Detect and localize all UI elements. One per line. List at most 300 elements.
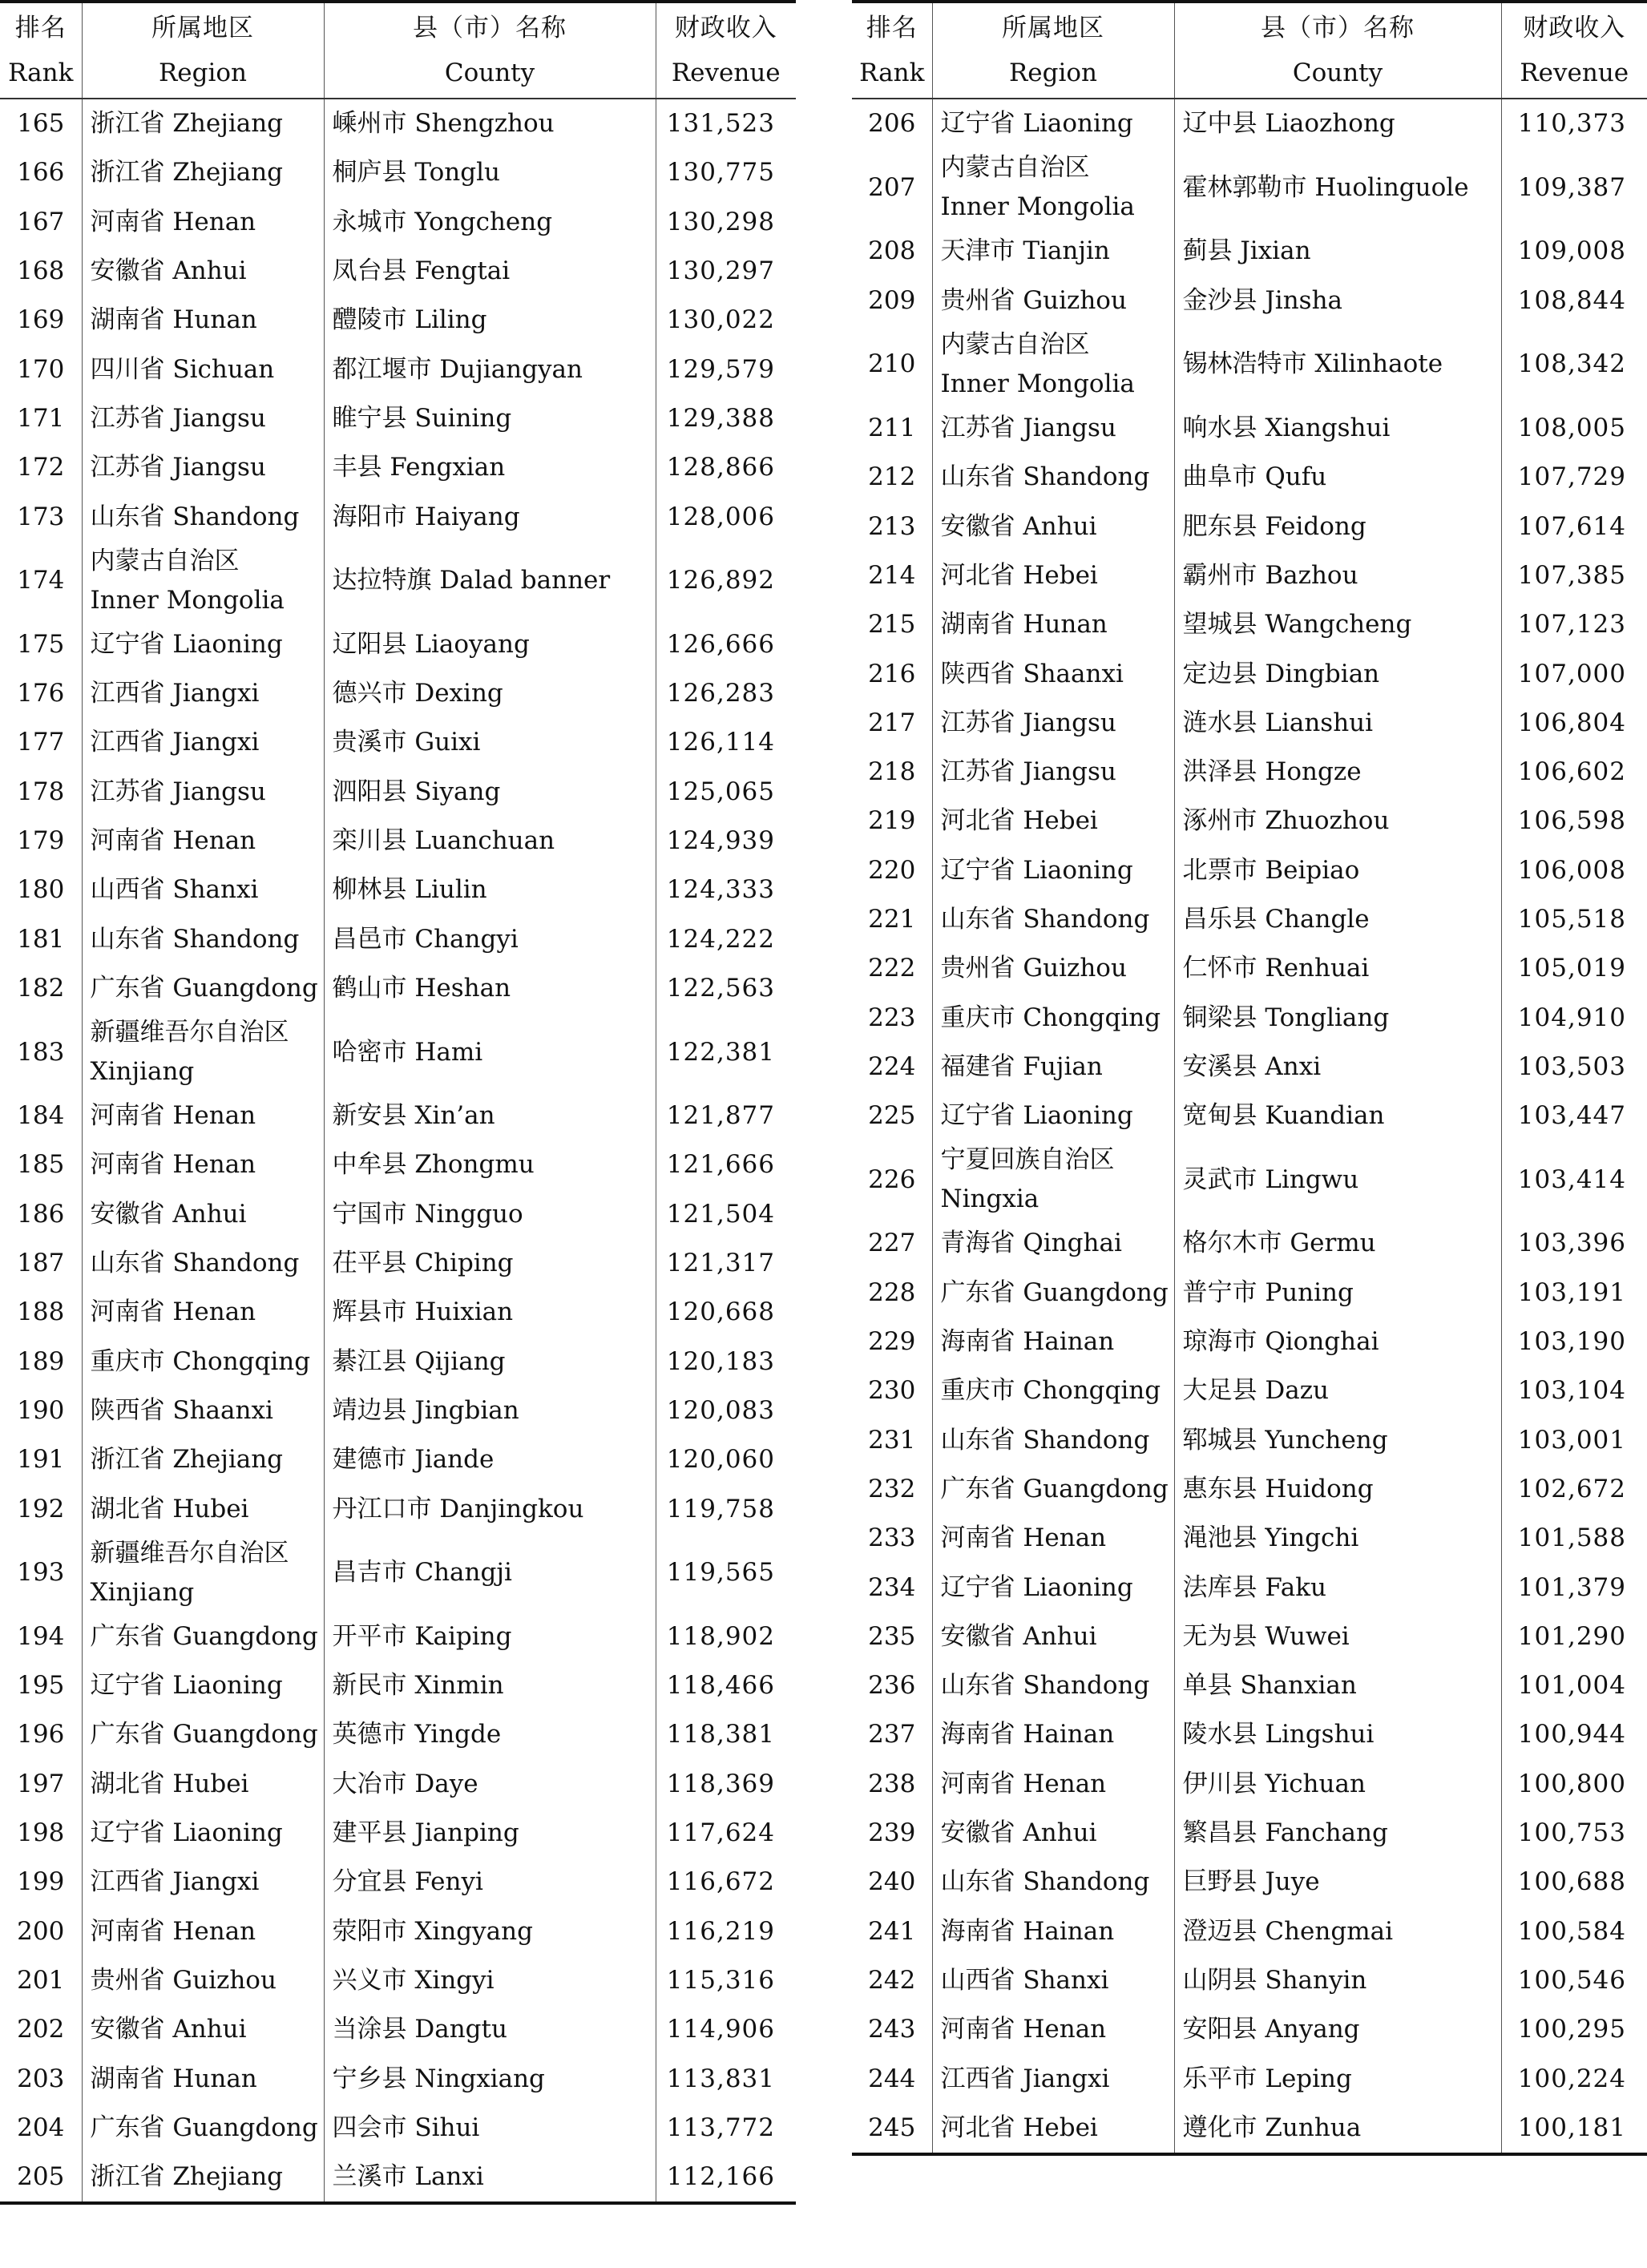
region-cell: 安徽省 Anhui — [82, 247, 324, 296]
table-row — [0, 817, 796, 866]
rank-cell: 170 — [0, 345, 82, 393]
county-cell: 洪泽县 Hongze — [1174, 748, 1501, 797]
rank-cell: 197 — [0, 1760, 82, 1809]
rank-cell: 223 — [852, 993, 932, 1042]
rank-cell: 208 — [852, 227, 932, 276]
rank-cell: 225 — [852, 1092, 932, 1140]
table-row — [852, 1858, 1647, 1907]
region-cell: 广东省 Guangdong — [932, 1465, 1174, 1514]
table-row — [0, 914, 796, 963]
county-cell: 遵化市 Zunhua — [1174, 2104, 1501, 2154]
region-cell: 河南省 Henan — [82, 817, 324, 866]
county-cell: 英德市 Yingde — [324, 1710, 656, 1759]
rank-cell: 211 — [852, 404, 932, 453]
revenue-cell: 119,758 — [666, 1494, 775, 1523]
rank-cell: 183 — [0, 1013, 82, 1092]
revenue-cell: 118,902 — [666, 1621, 775, 1651]
region-name-en: Ningxia — [940, 1184, 1039, 1214]
rank-cell: 221 — [852, 895, 932, 944]
region-name-en: Inner Mongolia — [940, 369, 1135, 398]
revenue-cell: 103,104 — [1517, 1376, 1626, 1406]
table-row — [0, 1484, 796, 1533]
county-cell: 中牟县 Zhongmu — [324, 1140, 656, 1189]
revenue-cell: 121,504 — [666, 1199, 775, 1229]
region-name-zh: 宁夏回族自治区 — [940, 1145, 1115, 1175]
table-row — [0, 1710, 796, 1759]
rank-cell: 171 — [0, 394, 82, 443]
revenue-cell: 103,191 — [1517, 1277, 1626, 1307]
rank-cell: 187 — [0, 1239, 82, 1288]
table-body-left — [0, 99, 796, 2203]
rank-cell: 174 — [0, 542, 82, 620]
rank-cell: 233 — [852, 1514, 932, 1563]
region-cell: 青海省 Qinghai — [932, 1219, 1174, 1268]
region-cell: 山东省 Shandong — [932, 895, 1174, 944]
region-cell: 安徽省 Anhui — [82, 1190, 324, 1239]
county-cell: 建德市 Jiande — [324, 1435, 656, 1484]
region-cell: 江西省 Jiangxi — [82, 1858, 324, 1907]
region-cell: 江苏省 Jiangsu — [82, 443, 324, 492]
rank-cell: 216 — [852, 649, 932, 698]
revenue-cell: 100,224 — [1517, 2064, 1626, 2093]
region-cell: 贵州省 Guizhou — [82, 1956, 324, 2005]
rank-cell: 220 — [852, 846, 932, 895]
revenue-cell: 114,906 — [666, 2015, 775, 2044]
table-row — [0, 1288, 796, 1337]
revenue-cell: 128,866 — [666, 453, 775, 482]
table-row — [852, 99, 1647, 148]
table-row — [852, 1140, 1647, 1219]
region-cell: 江苏省 Jiangsu — [82, 768, 324, 817]
region-name-en: Inner Mongolia — [940, 192, 1135, 222]
region-cell: 江西省 Jiangxi — [82, 669, 324, 718]
region-cell: 江苏省 Jiangsu — [932, 404, 1174, 453]
revenue-cell: 125,065 — [666, 777, 775, 806]
county-cell: 无为县 Wuwei — [1174, 1612, 1501, 1661]
region-cell: 广东省 Guangdong — [82, 1710, 324, 1759]
region-cell: 山东省 Shandong — [932, 1416, 1174, 1465]
region-cell: 湖南省 Hunan — [82, 296, 324, 345]
region-cell: 贵州省 Guizhou — [932, 944, 1174, 993]
region-cell: 海南省 Hainan — [932, 1318, 1174, 1366]
revenue-cell: 100,546 — [1517, 1965, 1626, 1995]
county-cell: 宽甸县 Kuandian — [1174, 1092, 1501, 1140]
region-name-zh: 内蒙古自治区 — [90, 546, 240, 575]
rank-cell: 180 — [0, 866, 82, 914]
table-row — [852, 1514, 1647, 1563]
county-cell: 柳林县 Liulin — [324, 866, 656, 914]
table-row — [0, 1140, 796, 1189]
region-name-zh: 内蒙古自治区 — [940, 153, 1090, 183]
region-cell: 重庆市 Chongqing — [932, 1366, 1174, 1415]
region-cell: 天津市 Tianjin — [932, 227, 1174, 276]
region-cell: 山东省 Shandong — [932, 1661, 1174, 1710]
rank-cell: 178 — [0, 768, 82, 817]
table-row — [852, 325, 1647, 404]
table-row — [852, 1710, 1647, 1759]
county-cell: 靖边县 Jingbian — [324, 1386, 656, 1435]
rank-cell: 238 — [852, 1760, 932, 1809]
table-row — [0, 1956, 796, 2005]
table-row — [852, 846, 1647, 895]
region-cell: 重庆市 Chongqing — [82, 1338, 324, 1386]
table-row — [0, 1612, 796, 1661]
region-cell: 湖北省 Hubei — [82, 1484, 324, 1533]
county-cell: 铜梁县 Tongliang — [1174, 993, 1501, 1042]
table-row — [0, 964, 796, 1013]
revenue-cell: 129,388 — [666, 403, 775, 433]
rank-cell: 185 — [0, 1140, 82, 1189]
revenue-cell: 101,588 — [1517, 1523, 1626, 1553]
revenue-cell: 117,624 — [666, 1818, 775, 1848]
revenue-cell: 120,060 — [666, 1445, 775, 1475]
county-cell: 仁怀市 Renhuai — [1174, 944, 1501, 993]
revenue-cell: 108,844 — [1517, 285, 1626, 315]
county-cell: 安阳县 Anyang — [1174, 2005, 1501, 2054]
county-cell: 惠东县 Huidong — [1174, 1465, 1501, 1514]
revenue-cell: 122,563 — [666, 973, 775, 1003]
header-row — [0, 2, 796, 99]
table-row — [852, 1465, 1647, 1514]
rank-cell: 203 — [0, 2054, 82, 2103]
rank-cell: 198 — [0, 1809, 82, 1858]
region-cell: 广东省 Guangdong — [82, 1612, 324, 1661]
header-row — [852, 2, 1647, 99]
county-cell: 响水县 Xiangshui — [1174, 404, 1501, 453]
revenue-cell: 100,944 — [1517, 1720, 1626, 1749]
table-row — [852, 551, 1647, 600]
header-region: 所属地区 Region — [932, 2, 1174, 99]
county-cell: 格尔木市 Germu — [1174, 1219, 1501, 1268]
region-cell: 河北省 Hebei — [932, 797, 1174, 845]
county-cell: 昌吉市 Changji — [324, 1534, 656, 1612]
table-row — [852, 699, 1647, 748]
region-cell: 山西省 Shanxi — [932, 1956, 1174, 2005]
table-row — [852, 1092, 1647, 1140]
table-row — [0, 492, 796, 541]
rank-cell: 166 — [0, 148, 82, 197]
region-name-en: Xinjiang — [90, 1577, 195, 1607]
revenue-cell: 120,668 — [666, 1297, 775, 1327]
table-row — [0, 1435, 796, 1484]
revenue-cell: 130,298 — [666, 207, 775, 236]
county-cell: 曲阜市 Qufu — [1174, 453, 1501, 502]
rank-cell: 234 — [852, 1563, 932, 1612]
rank-cell: 191 — [0, 1435, 82, 1484]
region-cell: 浙江省 Zhejiang — [82, 2153, 324, 2203]
county-cell: 分宜县 Fenyi — [324, 1858, 656, 1907]
county-cell: 繁昌县 Fanchang — [1174, 1809, 1501, 1858]
revenue-cell: 106,804 — [1517, 708, 1626, 737]
rank-cell: 214 — [852, 551, 932, 600]
county-cell: 北票市 Beipiao — [1174, 846, 1501, 895]
region-cell — [932, 325, 1174, 404]
region-cell: 辽宁省 Liaoning — [82, 1809, 324, 1858]
table-row — [852, 1563, 1647, 1612]
rank-cell: 226 — [852, 1140, 932, 1219]
table-row — [852, 1661, 1647, 1710]
table-row — [0, 1534, 796, 1612]
table-row — [0, 1013, 796, 1092]
region-cell: 海南省 Hainan — [932, 1710, 1174, 1759]
region-cell: 重庆市 Chongqing — [932, 993, 1174, 1042]
table-row — [0, 394, 796, 443]
table-row — [0, 1386, 796, 1435]
table-row — [852, 1612, 1647, 1661]
county-cell: 灵武市 Lingwu — [1174, 1140, 1501, 1219]
region-cell: 河南省 Henan — [932, 1760, 1174, 1809]
county-cell: 桐庐县 Tonglu — [324, 148, 656, 197]
region-name-zh: 内蒙古自治区 — [940, 329, 1090, 359]
rank-cell: 190 — [0, 1386, 82, 1435]
revenue-cell: 124,222 — [666, 924, 775, 954]
region-cell — [82, 542, 324, 620]
county-cell: 琼海市 Qionghai — [1174, 1318, 1501, 1366]
region-cell: 安徽省 Anhui — [932, 502, 1174, 551]
county-cell: 辽阳县 Liaoyang — [324, 620, 656, 669]
rank-cell: 189 — [0, 1338, 82, 1386]
county-cell: 丰县 Fengxian — [324, 443, 656, 492]
county-cell: 法库县 Faku — [1174, 1563, 1501, 1612]
county-cell: 凤台县 Fengtai — [324, 247, 656, 296]
rank-cell: 194 — [0, 1612, 82, 1661]
rank-cell: 200 — [0, 1907, 82, 1956]
region-cell: 广东省 Guangdong — [82, 2104, 324, 2153]
region-cell: 四川省 Sichuan — [82, 345, 324, 393]
county-cell: 宁国市 Ningguo — [324, 1190, 656, 1239]
region-cell: 陕西省 Shaanxi — [932, 649, 1174, 698]
county-cell: 当涂县 Dangtu — [324, 2005, 656, 2054]
region-cell: 浙江省 Zhejiang — [82, 99, 324, 148]
table-row — [0, 1760, 796, 1809]
region-cell — [82, 1534, 324, 1612]
rank-cell: 177 — [0, 718, 82, 767]
region-cell: 辽宁省 Liaoning — [932, 1092, 1174, 1140]
header-region: 所属地区 Region — [82, 2, 324, 99]
rank-cell: 219 — [852, 797, 932, 845]
revenue-cell: 113,772 — [666, 2113, 775, 2142]
rank-cell: 205 — [0, 2153, 82, 2203]
region-cell: 山东省 Shandong — [82, 492, 324, 541]
revenue-cell: 115,316 — [666, 1965, 775, 1995]
region-cell: 河南省 Henan — [932, 2005, 1174, 2054]
rank-cell: 228 — [852, 1269, 932, 1318]
revenue-cell: 103,190 — [1517, 1327, 1626, 1357]
table-row — [852, 1956, 1647, 2005]
revenue-cell: 109,008 — [1517, 236, 1626, 266]
county-cell: 达拉特旗 Dalad banner — [324, 542, 656, 620]
region-cell: 山西省 Shanxi — [82, 866, 324, 914]
region-cell: 湖北省 Hubei — [82, 1760, 324, 1809]
rank-cell: 231 — [852, 1416, 932, 1465]
rank-cell: 242 — [852, 1956, 932, 2005]
rank-cell: 206 — [852, 99, 932, 148]
region-cell: 海南省 Hainan — [932, 1907, 1174, 1956]
revenue-cell: 128,006 — [666, 502, 775, 531]
table-row — [0, 542, 796, 620]
revenue-cell: 107,123 — [1517, 610, 1626, 640]
county-cell: 泗阳县 Siyang — [324, 768, 656, 817]
table-row — [0, 2153, 796, 2203]
region-cell: 江西省 Jiangxi — [82, 718, 324, 767]
region-name-en: Inner Mongolia — [90, 585, 285, 615]
region-cell: 河南省 Henan — [82, 198, 324, 247]
region-cell: 山东省 Shandong — [932, 1858, 1174, 1907]
rank-cell: 244 — [852, 2054, 932, 2103]
rank-cell: 181 — [0, 914, 82, 963]
revenue-cell: 101,004 — [1517, 1671, 1626, 1701]
table-row — [852, 2054, 1647, 2103]
region-cell: 湖南省 Hunan — [82, 2054, 324, 2103]
table-row — [852, 1318, 1647, 1366]
table-row — [0, 296, 796, 345]
revenue-cell: 113,831 — [666, 2064, 775, 2093]
region-cell: 江苏省 Jiangsu — [932, 699, 1174, 748]
revenue-cell: 103,414 — [1517, 1164, 1626, 1194]
revenue-cell: 100,800 — [1517, 1769, 1626, 1798]
county-cell: 郓城县 Yuncheng — [1174, 1416, 1501, 1465]
county-cell: 单县 Shanxian — [1174, 1661, 1501, 1710]
region-cell: 陕西省 Shaanxi — [82, 1386, 324, 1435]
revenue-cell: 102,672 — [1517, 1474, 1626, 1503]
revenue-cell: 107,000 — [1517, 659, 1626, 688]
revenue-cell: 130,022 — [666, 305, 775, 335]
ranking-table-right — [852, 0, 1647, 2156]
county-cell: 贵溪市 Guixi — [324, 718, 656, 767]
region-name-zh: 新疆维吾尔自治区 — [90, 1538, 289, 1568]
county-cell: 兰溪市 Lanxi — [324, 2153, 656, 2203]
region-cell: 湖南省 Hunan — [932, 600, 1174, 649]
rank-cell: 204 — [0, 2104, 82, 2153]
table-row — [0, 1661, 796, 1710]
rank-cell: 229 — [852, 1318, 932, 1366]
region-cell: 辽宁省 Liaoning — [82, 620, 324, 669]
region-cell: 江苏省 Jiangsu — [932, 748, 1174, 797]
revenue-cell: 106,598 — [1517, 806, 1626, 836]
table-row — [852, 502, 1647, 551]
county-cell: 乐平市 Leping — [1174, 2054, 1501, 2103]
rank-cell: 169 — [0, 296, 82, 345]
table-row — [0, 1907, 796, 1956]
revenue-cell: 124,939 — [666, 826, 775, 855]
county-cell: 涟水县 Lianshui — [1174, 699, 1501, 748]
rank-cell: 184 — [0, 1092, 82, 1140]
region-cell: 河南省 Henan — [82, 1140, 324, 1189]
rank-cell: 237 — [852, 1710, 932, 1759]
table-row — [0, 99, 796, 148]
region-cell — [932, 1140, 1174, 1219]
revenue-cell: 126,114 — [666, 728, 775, 757]
rank-cell: 192 — [0, 1484, 82, 1533]
rank-cell: 199 — [0, 1858, 82, 1907]
county-cell: 大冶市 Daye — [324, 1760, 656, 1809]
region-cell: 浙江省 Zhejiang — [82, 1435, 324, 1484]
revenue-cell: 126,283 — [666, 679, 775, 708]
rank-cell: 209 — [852, 276, 932, 325]
county-cell: 辉县市 Huixian — [324, 1288, 656, 1337]
table-row — [0, 866, 796, 914]
rank-cell: 179 — [0, 817, 82, 866]
revenue-cell: 100,295 — [1517, 2015, 1626, 2044]
revenue-cell: 105,019 — [1517, 954, 1626, 983]
region-cell: 河南省 Henan — [932, 1514, 1174, 1563]
region-cell: 安徽省 Anhui — [932, 1612, 1174, 1661]
table-row — [852, 600, 1647, 649]
revenue-cell: 104,910 — [1517, 1003, 1626, 1032]
rank-cell: 217 — [852, 699, 932, 748]
rank-cell: 173 — [0, 492, 82, 541]
revenue-cell: 110,373 — [1517, 109, 1626, 139]
region-cell: 河北省 Hebei — [932, 2104, 1174, 2154]
revenue-cell: 121,666 — [666, 1150, 775, 1180]
region-cell: 辽宁省 Liaoning — [932, 1563, 1174, 1612]
region-cell: 山东省 Shandong — [932, 453, 1174, 502]
region-name-en: Xinjiang — [90, 1057, 195, 1087]
rank-cell: 212 — [852, 453, 932, 502]
region-cell: 河南省 Henan — [82, 1907, 324, 1956]
ranking-table-left — [0, 0, 796, 2205]
header-rank: 排名 Rank — [852, 2, 932, 99]
rank-cell: 222 — [852, 944, 932, 993]
county-cell: 涿州市 Zhuozhou — [1174, 797, 1501, 845]
county-cell: 昌邑市 Changyi — [324, 914, 656, 963]
region-cell: 山东省 Shandong — [82, 1239, 324, 1288]
table-row — [852, 944, 1647, 993]
county-cell: 霸州市 Bazhou — [1174, 551, 1501, 600]
rank-cell: 232 — [852, 1465, 932, 1514]
county-cell: 山阴县 Shanyin — [1174, 1956, 1501, 2005]
county-cell: 哈密市 Hami — [324, 1013, 656, 1092]
county-cell: 定边县 Dingbian — [1174, 649, 1501, 698]
revenue-cell: 121,317 — [666, 1249, 775, 1278]
header-rank: 排名 Rank — [0, 2, 82, 99]
rank-cell: 240 — [852, 1858, 932, 1907]
revenue-cell: 107,614 — [1517, 511, 1626, 541]
table-row — [0, 345, 796, 393]
revenue-cell: 124,333 — [666, 875, 775, 905]
county-cell: 醴陵市 Liling — [324, 296, 656, 345]
county-cell: 四会市 Sihui — [324, 2104, 656, 2153]
revenue-cell: 101,379 — [1517, 1572, 1626, 1602]
table-body-right — [852, 99, 1647, 2154]
table-row — [852, 148, 1647, 227]
rank-cell: 175 — [0, 620, 82, 669]
county-cell: 昌乐县 Changle — [1174, 895, 1501, 944]
table-row — [852, 1809, 1647, 1858]
revenue-cell: 106,602 — [1517, 757, 1626, 787]
rank-cell: 243 — [852, 2005, 932, 2054]
rank-cell: 188 — [0, 1288, 82, 1337]
region-cell: 辽宁省 Liaoning — [932, 99, 1174, 148]
table-row — [0, 620, 796, 669]
table-row — [0, 1239, 796, 1288]
table-row — [852, 797, 1647, 845]
revenue-cell: 122,381 — [666, 1037, 775, 1067]
rank-cell: 245 — [852, 2104, 932, 2154]
rank-cell: 195 — [0, 1661, 82, 1710]
revenue-cell: 103,001 — [1517, 1425, 1626, 1455]
county-cell: 新民市 Xinmin — [324, 1661, 656, 1710]
table-row — [852, 649, 1647, 698]
revenue-cell: 100,584 — [1517, 1916, 1626, 1946]
rank-cell: 224 — [852, 1043, 932, 1092]
revenue-cell: 118,381 — [666, 1720, 775, 1749]
table-row — [852, 748, 1647, 797]
revenue-cell: 118,369 — [666, 1769, 775, 1798]
county-cell: 兴义市 Xingyi — [324, 1956, 656, 2005]
rank-cell: 202 — [0, 2005, 82, 2054]
county-cell: 鹤山市 Heshan — [324, 964, 656, 1013]
